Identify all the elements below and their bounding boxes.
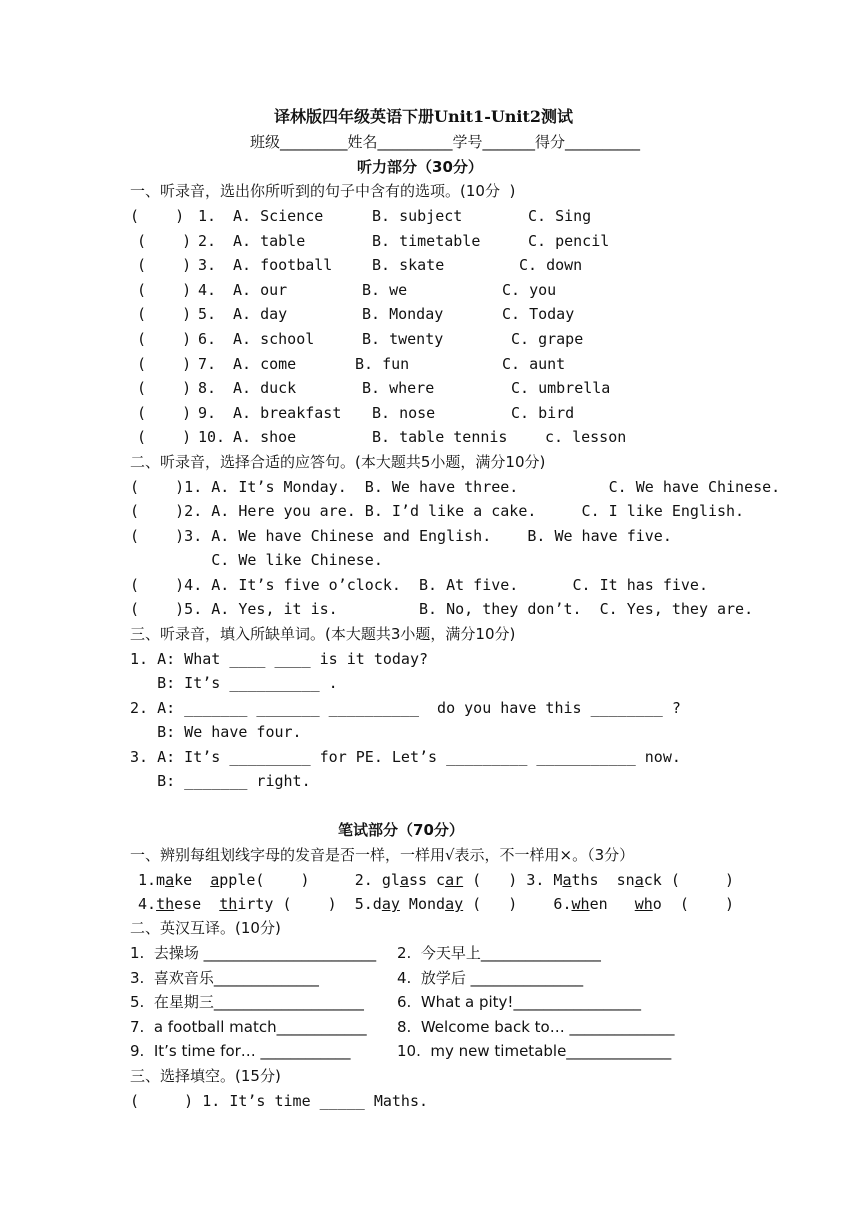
underlined-letters: ar <box>445 871 464 889</box>
phonics-text: 4. <box>138 895 157 913</box>
translation-item-left: 5. 在星期三____________________ <box>130 993 364 1012</box>
translation-item-right: 10. my new timetable______________ <box>397 1042 672 1061</box>
option-b: B. Monday <box>362 305 444 324</box>
option-b: B. we <box>362 280 408 299</box>
option-c: C. you <box>502 280 557 299</box>
question-number: 3. <box>198 256 217 275</box>
part2-line: ( )2. A. Here you are. B. I’d like a cake. C. I like English. <box>130 502 745 520</box>
answer-bracket: ( ) <box>137 280 192 299</box>
page-title: 译林版四年级英语下册Unit1-Unit2测试 <box>274 107 574 126</box>
underlined-letters: ay <box>381 895 400 913</box>
part2-line: C. We like Chinese. <box>130 551 383 569</box>
question-number: 8. <box>198 379 217 398</box>
question-number: 2. <box>198 231 217 250</box>
phonics-row-1 <box>138 870 734 890</box>
phonics-text: ese <box>174 895 220 913</box>
phonics-row-2 <box>138 894 734 914</box>
option-a: A. shoe <box>233 428 297 447</box>
translation-item-right: 8. Welcome back to… ______________ <box>397 1017 675 1036</box>
phonics-text: ths sn <box>571 871 635 889</box>
phonics-text: ck ( ) <box>643 871 735 889</box>
phonics-text: Mond <box>399 895 446 913</box>
option-b: B. twenty <box>362 330 444 348</box>
option-b: B. where <box>362 379 435 398</box>
part2-line: ( )4. A. It’s five o’clock. B. At five. C. It has five. <box>130 576 708 594</box>
option-c: C. umbrella <box>511 379 611 398</box>
part3-line: B: It’s __________ . <box>130 674 338 692</box>
phonics-text: ( ) 6. <box>463 895 572 913</box>
option-a: A. duck <box>233 379 297 398</box>
underlined-letters: a <box>210 871 220 889</box>
translation-item-right: 2. 今天早上________________ <box>397 944 601 962</box>
answer-bracket: ( ) <box>137 256 192 275</box>
phonics-text: ss c <box>408 871 446 889</box>
question-number: 9. <box>198 403 217 422</box>
phonics-text: ( ) 3. M <box>463 871 563 889</box>
underlined-letters: a <box>165 871 175 889</box>
option-a: A. table <box>233 231 306 250</box>
option-c: C. aunt <box>502 354 566 373</box>
question-number: 6. <box>198 330 217 348</box>
listening-section-title: 听力部分（30分） <box>357 158 483 176</box>
phonics-text: pple( ) 2. gl <box>219 871 400 889</box>
part3-line: 1. A: What ____ ____ is it today? <box>130 650 429 668</box>
answer-bracket: ( ) <box>137 379 192 398</box>
option-c: C. down <box>519 256 583 275</box>
option-c: c. lesson <box>545 428 627 447</box>
student-info-line: 班级_________姓名__________学号_______得分__________ <box>250 133 641 151</box>
part2-line: ( )1. A. It’s Monday. B. We have three. C. We have Chinese. <box>130 478 781 496</box>
section2-heading: 二、英汉互译。(10分) <box>130 919 281 937</box>
option-c: C. Today <box>502 305 575 324</box>
option-c: C. grape <box>511 330 584 348</box>
option-a: A. come <box>233 354 297 373</box>
written-section-title: 笔试部分（70分） <box>338 821 464 839</box>
part3-heading: 三、听录音，填入所缺单词。(本大题共3小题，满分10分) <box>130 625 516 643</box>
translation-item-left: 9. It’s time for… ____________ <box>130 1042 351 1061</box>
phonics-text: irty ( ) 5.d <box>237 895 382 913</box>
option-b: B. nose <box>372 403 436 422</box>
part3-line: B: _______ right. <box>130 772 311 790</box>
part1-heading: 一、听录音，选出你所听到的句子中含有的选项。(10分 ) <box>130 182 516 200</box>
question-number: 7. <box>198 354 217 373</box>
answer-bracket: ( ) <box>137 305 192 324</box>
translation-item-left: 1. 去操场 _______________________ <box>130 944 377 962</box>
question-number: 4. <box>198 280 217 299</box>
option-a: A. football <box>233 256 333 275</box>
underlined-letters: wh <box>634 895 653 913</box>
translation-item-right: 4. 放学后 _______________ <box>397 968 584 987</box>
part3-line: 2. A: _______ _______ __________ do you have this ________ ? <box>130 699 681 717</box>
answer-bracket: ( ) <box>137 330 192 348</box>
option-c: C. Sing <box>528 207 592 225</box>
question-number: 1. <box>198 207 217 225</box>
part2-line: ( )3. A. We have Chinese and English. B. We have five. <box>130 527 672 545</box>
phonics-text: ke <box>174 871 211 889</box>
option-c: C. bird <box>511 403 575 422</box>
underlined-letters: th <box>156 895 175 913</box>
answer-bracket: ( ) <box>130 207 185 225</box>
answer-bracket: ( ) <box>137 354 192 373</box>
option-c: C. pencil <box>528 231 610 250</box>
option-a: A. school <box>233 330 315 348</box>
option-b: B. table tennis <box>372 428 508 447</box>
option-a: A. breakfast <box>233 403 342 422</box>
part3-line: B: We have four. <box>130 723 302 741</box>
option-a: A. our <box>233 280 288 299</box>
part3-line: 3. A: It’s _________ for PE. Let’s _________ ___________ now. <box>130 748 681 766</box>
underlined-letters: th <box>219 895 238 913</box>
part2-heading: 二、听录音，选择合适的应答句。(本大题共5小题，满分10分) <box>130 453 546 471</box>
phonics-text: o ( ) <box>652 895 735 913</box>
phonics-text: en <box>589 895 635 913</box>
option-a: A. Science <box>233 207 324 225</box>
underlined-letters: a <box>634 871 644 889</box>
question-number: 5. <box>198 305 217 324</box>
translation-item-left: 7. a football match____________ <box>130 1017 367 1036</box>
part2-line: ( )5. A. Yes, it is. B. No, they don’t. C. Yes, they are. <box>130 600 754 618</box>
underlined-letters: a <box>399 871 409 889</box>
option-b: B. timetable <box>372 231 481 250</box>
underlined-letters: a <box>562 871 572 889</box>
underlined-letters: ay <box>445 895 464 913</box>
answer-bracket: ( ) <box>137 428 192 447</box>
choice-question-1: ( ) 1. It’s time _____ Maths. <box>130 1092 429 1110</box>
option-a: A. day <box>233 305 288 324</box>
translation-item-right: 6. What a pity!_________________ <box>397 993 641 1012</box>
option-b: B. subject <box>372 207 463 225</box>
translation-item-left: 3. 喜欢音乐______________ <box>130 968 319 987</box>
answer-bracket: ( ) <box>137 403 192 422</box>
option-b: B. fun <box>355 354 410 373</box>
underlined-letters: wh <box>571 895 590 913</box>
answer-bracket: ( ) <box>137 231 192 250</box>
question-number: 10. <box>198 428 226 447</box>
phonics-text: 1.m <box>138 871 166 889</box>
section1-heading: 一、辨别每组划线字母的发音是否一样，一样用√表示，不一样用×。（3分） <box>130 846 635 864</box>
section3-heading: 三、选择填空。(15分) <box>130 1067 281 1085</box>
option-b: B. skate <box>372 256 445 275</box>
